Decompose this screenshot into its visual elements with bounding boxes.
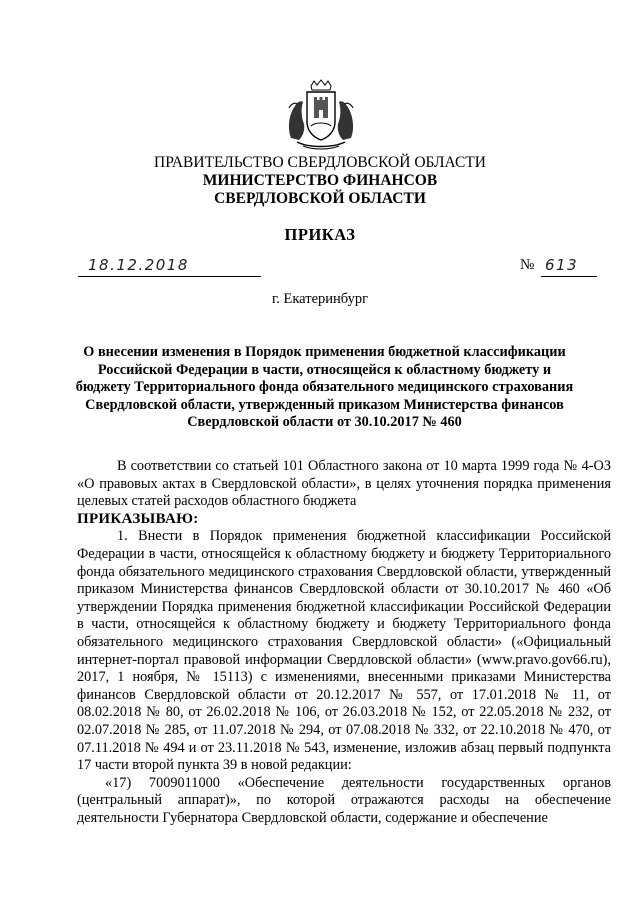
document-body xyxy=(77,458,611,827)
number-value: 613 xyxy=(545,256,579,274)
city-line: г. Екатеринбург xyxy=(271,291,369,307)
item-1-paragraph: 1. Внести в Порядок применения бюджетной классификации Российской Федерации в части, относящейся к областному бюджету и бюджету Территориального фонда обязательного медицинского страхования Свердловской области, утвержденный приказом Министерства финансов Свердловской области от 30.10.2017 № 460 «Об утверждении Порядка применения бюджетной классификации Российской Федерации в части, относящейся к областному бюджету и бюджету Территориального фонда обязательного медицинского страхования Свердловской области» («Официальный интернет-портал правовой информации Свердловской области» (www.pravo.gov66.ru), 2017, 1 ноября, № 15113) с изменениями, внесенными приказами Министерства финансов Свердловской области от 20.12.2017 № 557, от 17.01.2018 № 11, от 08.02.2018 № 80, от 26.02.2018 № 106, от 26.03.2018 № 152, от 22.05.2018 № 232, от 02.07.2018 № 285, от 11.07.2018 № 294, от 07.08.2018 № 332, от 22.10.2018 № 470, от 07.11.2018 № 494 и от 23.11.2018 № 543, изменение, изложив абзац первый подпункта 17 части второй пункта 39 в новой редакции: xyxy=(77,528,611,774)
order-word: ПРИКАЗЫВАЮ: xyxy=(77,510,199,527)
preamble-paragraph: В соответствии со статьей 101 Областного закона от 10 марта 1999 года № 4-ОЗ «О правовых актах в Свердловской области», в целях уточнения порядка применения целевых статей расходов областного бюджета xyxy=(77,458,611,510)
document-type: ПРИКАЗ xyxy=(284,225,356,244)
document-subject: О внесении изменения в Порядок применения бюджетной классификации Российской Федерации в части, относящейся к областному бюджету и бюджету Территориального фонда обязательного медицинского страхования Свердловской области, утвержденный приказом Министерства финансов Свердловской области от 30.10.2017 № 460 xyxy=(75,344,574,431)
date-value: 18.12.2018 xyxy=(88,256,189,274)
date-field xyxy=(78,256,261,277)
coat-of-arms-icon xyxy=(283,78,359,154)
number-label: № xyxy=(520,257,535,273)
government-title: ПРАВИТЕЛЬСТВО СВЕРДЛОВСКОЙ ОБЛАСТИ xyxy=(154,154,486,171)
ministry-title-line1: МИНИСТЕРСТВО ФИНАНСОВ xyxy=(202,172,438,189)
quote-paragraph: «17) 7009011000 «Обеспечение деятельности государственных органов (центральный аппарат)», по которой отражаются расходы на обеспечение деятельности Губернатора Свердловской области, содержание и обеспечение xyxy=(77,774,611,826)
number-field xyxy=(541,256,597,277)
ministry-title-line2: СВЕРДЛОВСКОЙ ОБЛАСТИ xyxy=(214,190,426,207)
